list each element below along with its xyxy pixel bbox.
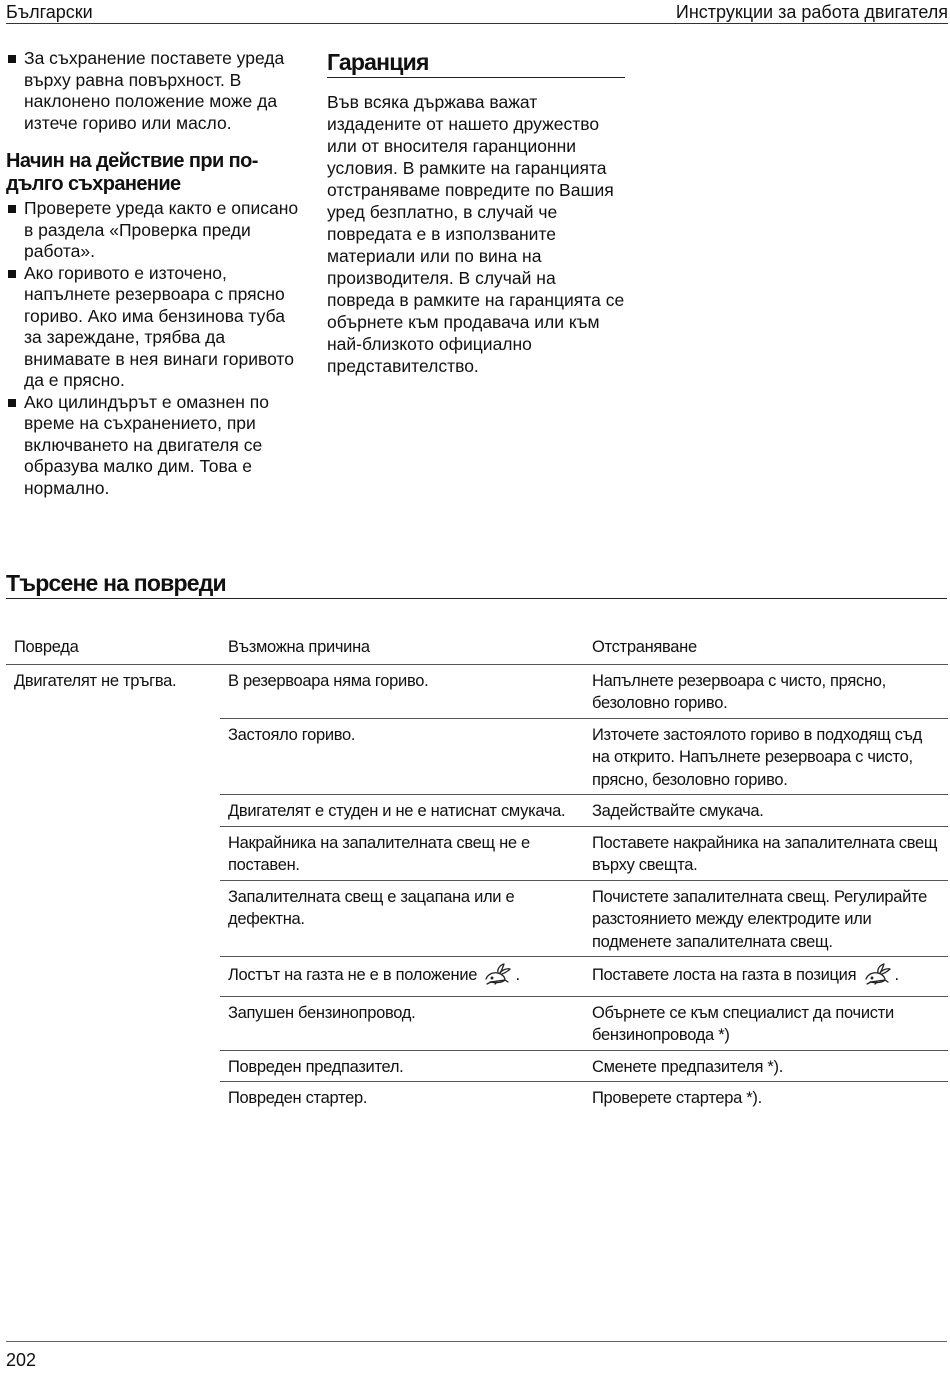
table-header-row [6,632,948,664]
troubleshooting-table [6,632,948,1113]
header-section-title: Инструкции за работа двигателя [675,2,948,22]
list-item: За съхранение поставете уреда върху равна повърхност. В наклонено положение може да изтече гориво или масло. [6,48,306,134]
list-item: Ако горивото е източено, напълнете резервоара с прясно гориво. Ако има бензинова туба за зареждане, трябва да внимавате в нея винаги горивото да е прясно. [6,263,306,392]
remedy-cell: Задействайте смукача. [584,795,948,827]
long-storage-heading: Начин на действие при по-дълго съхранение [6,150,258,195]
remedy-cell: Поставете накрайника на запалителната свещ върху свещта. [584,826,948,880]
column-header-cause: Възможна причина [220,632,584,664]
left-column [6,48,306,499]
cause-cell: Повреден предпазител. [220,1050,584,1082]
column-header-fault: Повреда [6,632,220,664]
cause-cell: Лостът на газта не е в положение . [220,957,584,997]
cause-cell: Повреден стартер. [228,1089,368,1107]
column-header-remedy: Отстраняване [584,632,948,664]
cause-cell: В резервоара няма гориво. [220,664,584,718]
storage-intro-list [6,48,306,134]
list-item: Проверете уреда както е описано в раздела «Проверка преди работа». [6,198,306,263]
bullet-square-icon [8,399,16,407]
rabbit-icon [483,962,513,993]
remedy-cell: Проверете стартера *). [592,1089,762,1107]
fault-cell: Двигателят не тръгва. [14,671,177,690]
long-storage-list [6,198,306,499]
bullet-square-icon [8,270,16,278]
rabbit-icon [863,962,893,993]
remedy-cell: Обърнете се към специалист да почисти бензинопровода *) [584,996,948,1050]
page-number: 202 [6,1350,37,1370]
list-item: Ако цилиндърът е омазнен по време на съхранението, при включването на двигателя се образува малко дим. Това е нормално. [6,392,306,500]
bullet-square-icon [8,205,16,213]
page-footer [6,1341,947,1370]
cause-cell: Накрайника на запалителната свещ не е поставен. [220,826,584,880]
table-row [6,664,948,718]
warranty-text: Във всяка държава важат издадените от нашето дружество или от вносителя гаранционни условия. В рамките на гаранцията отстраняваме повредите по Вашия уред безплатно, в случай че повредата е в използваните материали или по вина на производителя. В случай на повреда в рамките на гаранцията се обърнете към продавача или към най-близкото официално представителство. [327,92,625,376]
header-language: Български [6,2,93,22]
cause-cell: Застояло гориво. [220,718,584,795]
remedy-cell: Почистете запалителната свещ. Регулирайте разстоянието между електродите или подменете запалителната свещ. [584,880,948,957]
troubleshooting-heading: Търсене на повреди [6,568,947,599]
remedy-cell: Източете застоялото гориво в подходящ съд на открито. Напълнете резервоара с чисто, прясно, безоловно гориво. [584,718,948,795]
cause-cell: Запалителната свещ е зацапана или е дефектна. [220,880,584,957]
cause-cell: Двигателят е студен и не е натиснат смукача. [220,795,584,827]
bullet-square-icon [8,55,16,63]
cause-cell: Запушен бензинопровод. [220,996,584,1050]
warranty-section [327,48,627,377]
warranty-heading: Гаранция [327,48,625,78]
remedy-cell: Сменете предпазителя *). [584,1050,948,1082]
page-header [6,0,948,24]
remedy-cell: Напълнете резервоара с чисто, прясно, безоловно гориво. [584,664,948,718]
remedy-cell: Поставете лоста на газта в позиция . [584,957,948,997]
